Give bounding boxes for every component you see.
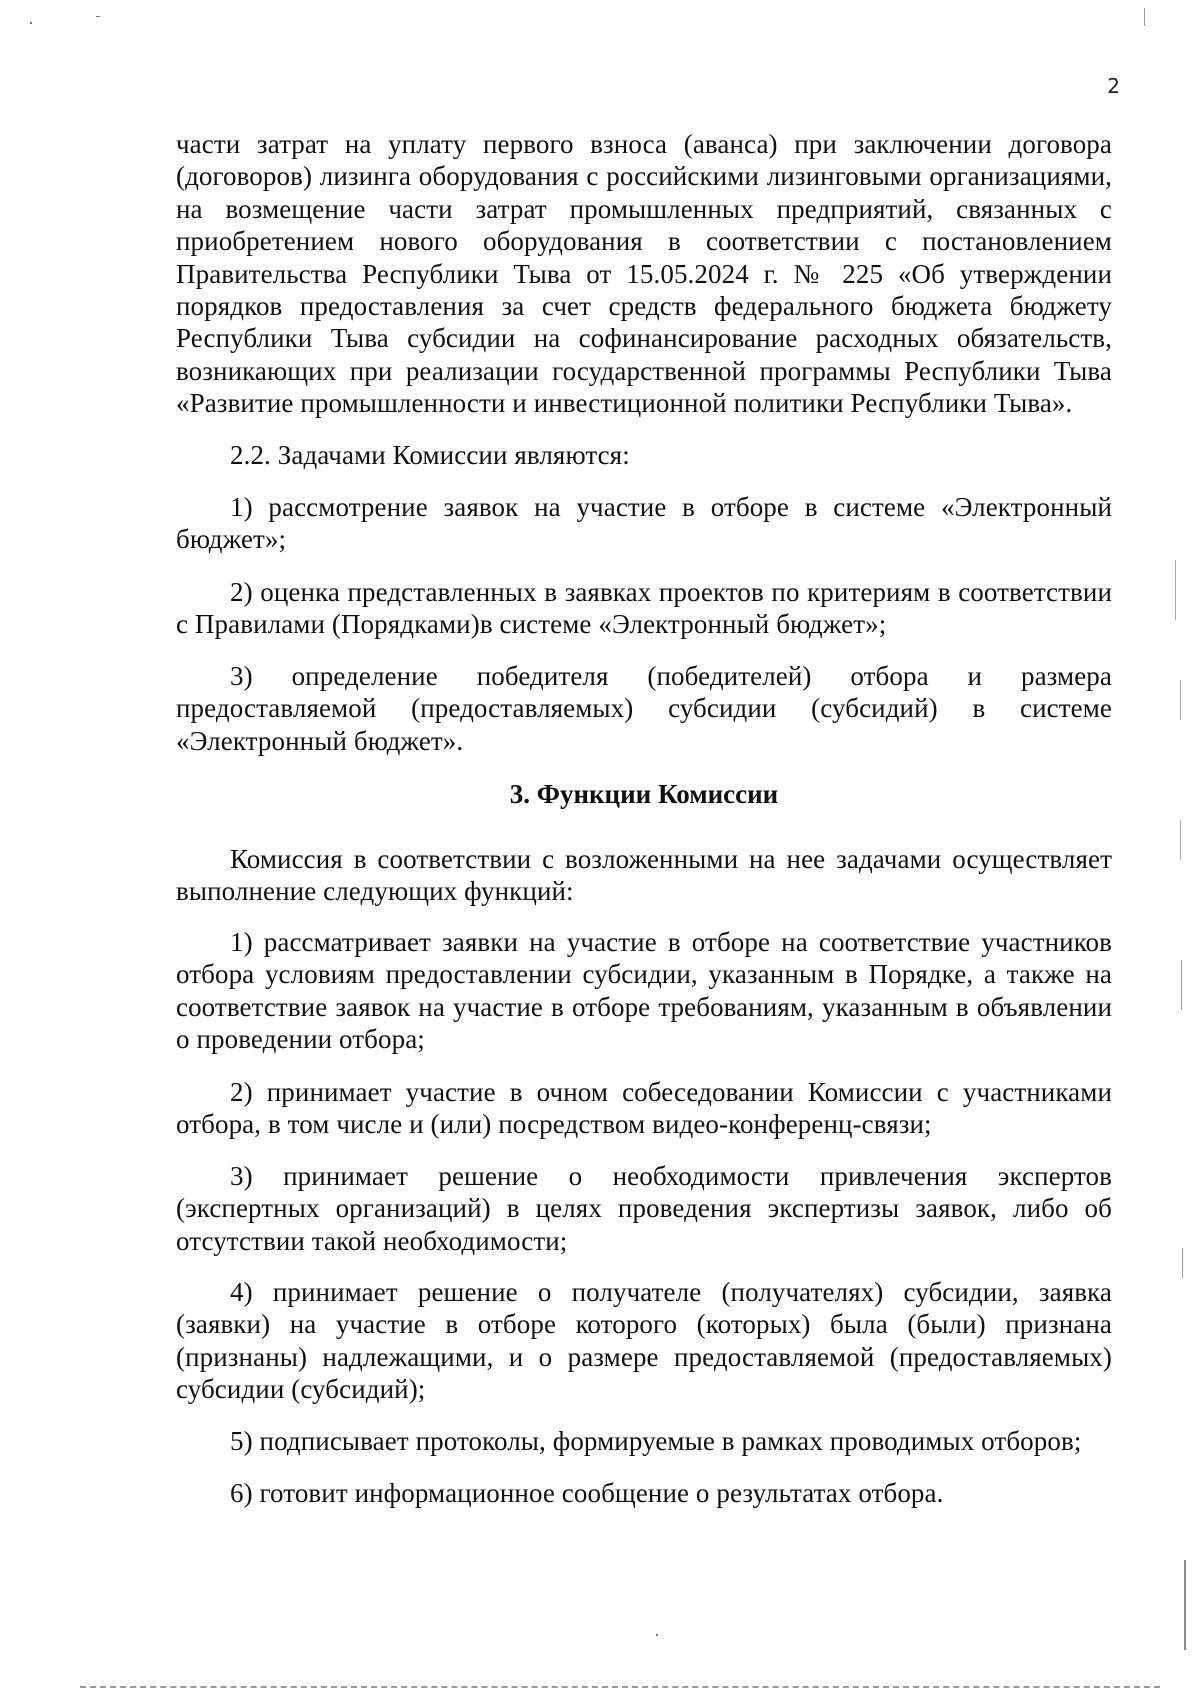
page-number: 2 bbox=[1107, 74, 1120, 98]
paragraph-task-1: 1) рассмотрение заявок на участие в отборе в системе «Электронный бюджет»; bbox=[176, 492, 1112, 555]
paragraph-function-1: 1) рассматривает заявки на участие в отборе на соответствие участников отбора условиям предоставлении субсидии, указанным в Порядке, а также на соответствие заявок на участие в отборе требованиям, указанным в объявлении о проведении отбора; bbox=[176, 927, 1112, 1055]
paragraph-function-2: 2) принимает участие в очном собеседовании Комиссии с участниками отбора, в том числе и (или) посредством видео-конференц-связи; bbox=[176, 1077, 1112, 1140]
scan-edge-mark bbox=[1180, 820, 1181, 860]
scan-edge-mark bbox=[1180, 680, 1181, 720]
scan-edge-mark bbox=[1181, 960, 1182, 1010]
paragraph-function-3: 3) принимает решение о необходимости привлечения экспертов (экспертных организаций) в целях проведения экспертизы заявок, либо об отсутствии такой необходимости; bbox=[176, 1161, 1112, 1256]
paragraph-task-2: 2) оценка представленных в заявках проектов по критериям в соответствии с Правилами (Порядками)в системе «Электронный бюджет»; bbox=[176, 577, 1112, 640]
paragraph-function-4: 4) принимает решение о получателе (получателях) субсидии, заявка (заявки) на участие в отборе которого (которых) была (были) признана (признаны) надлежащими, и о размере предоставляемой (предоставляемых) субсидии (субсидий); bbox=[176, 1277, 1112, 1405]
paragraph-tasks-intro: 2.2. Задачами Комиссии являются: bbox=[230, 440, 630, 470]
paragraph-continuation: части затрат на уплату первого взноса (аванса) при заключении договора (договоров) лизинга оборудования с российскими лизинговыми организациями, на возмещение части затрат промышленных предприятий, связанных с приобретением нового оборудования в соответствии с постановлением Правительства Республики Тыва от 15.05.2024 г. № 225 «Об утверждении порядков предоставления за счет средств федерального бюджета бюджету Республики Тыва субсидии на софинансирование расходных обязательств, возникающих при реализации государственной программы Республики Тыва «Развитие промышленности и инвестиционной политики Республики Тыва». bbox=[176, 129, 1112, 419]
scan-speck bbox=[30, 22, 32, 24]
scan-edge-mark bbox=[1175, 560, 1176, 620]
paragraph-function-6: 6) готовит информационное сообщение о результатах отбора. bbox=[230, 1478, 944, 1508]
section-heading: 3. Функции Комиссии bbox=[509, 779, 779, 809]
paragraph-task-3: 3) определение победителя (победителей) отбора и размера предоставляемой (предоставляемых) субсидии (субсидий) в системе «Электронный бюджет». bbox=[176, 661, 1112, 756]
scan-speck bbox=[96, 16, 100, 17]
scan-edge-mark bbox=[1144, 8, 1145, 26]
scan-edge-mark bbox=[1184, 1560, 1186, 1650]
paragraph-functions-intro: Комиссия в соответствии с возложенными на нее задачами осуществляет выполнение следующих функций: bbox=[176, 844, 1112, 907]
paragraph-function-5: 5) подписывает протоколы, формируемые в рамках проводимых отборов; bbox=[230, 1426, 1082, 1456]
scan-bottom-edge bbox=[80, 1686, 1160, 1688]
scan-edge-mark bbox=[1182, 1248, 1183, 1278]
scan-speck bbox=[656, 1634, 658, 1636]
